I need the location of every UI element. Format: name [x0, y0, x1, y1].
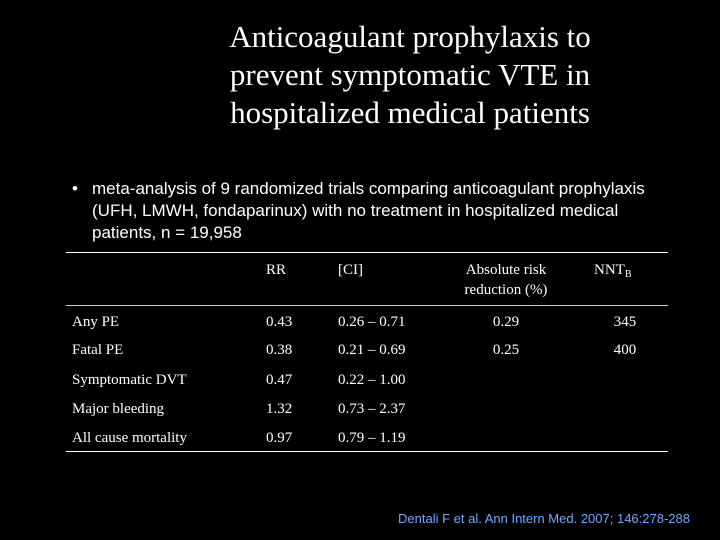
- row-ci: 0.21 – 0.69: [338, 342, 406, 358]
- header-nnt-subscript: B: [624, 269, 632, 280]
- row-rr: 0.47: [266, 372, 293, 388]
- bullet-point: [72, 178, 672, 244]
- row-rr: 0.97: [266, 430, 293, 446]
- row-arr: 0.29: [492, 314, 520, 330]
- row-ci: 0.26 – 0.71: [338, 314, 406, 330]
- header-rr: RR: [266, 262, 287, 278]
- title-line-2: prevent symptomatic VTE in: [229, 57, 591, 92]
- row-ci: 0.73 – 2.37: [338, 401, 406, 417]
- bullet-symbol: •: [72, 179, 78, 198]
- row-arr: 0.25: [492, 342, 520, 358]
- row-rr: 0.43: [266, 314, 293, 330]
- table-top-rule: [66, 252, 668, 253]
- row-rr: 1.32: [266, 401, 293, 417]
- row-ci: 0.22 – 1.00: [338, 372, 406, 388]
- results-table: [66, 252, 668, 452]
- bullet-text: meta-analysis of 9 randomized trials comparing anticoagulant prophylaxis (UFH, LMWH, fondaparinux) with no treatment in hospitalized medical patients, n = 19,958: [92, 179, 645, 242]
- header-absolute-risk-reduction: Absolute risk reduction (%): [464, 262, 548, 298]
- row-nnt: 345: [613, 314, 637, 330]
- row-label: Any PE: [72, 314, 120, 330]
- row-label: Fatal PE: [72, 342, 124, 358]
- table-header-rule: [66, 305, 668, 306]
- row-label: Symptomatic DVT: [72, 372, 187, 388]
- row-label: All cause mortality: [72, 430, 187, 446]
- row-rr: 0.38: [266, 342, 293, 358]
- row-ci: 0.79 – 1.19: [338, 430, 406, 446]
- title-line-1: Anticoagulant prophylaxis to: [229, 19, 591, 54]
- table-bottom-rule: [66, 451, 668, 452]
- citation-link[interactable]: Dentali F et al. Ann Intern Med. 2007; 146:278-288: [398, 511, 690, 526]
- title-line-3: hospitalized medical patients: [230, 95, 590, 130]
- slide-title: [160, 18, 660, 132]
- header-ci: [CI]: [338, 262, 363, 278]
- row-label: Major bleeding: [72, 401, 165, 417]
- header-nnt-label: NNT: [594, 262, 625, 278]
- header-nnt: [594, 260, 632, 285]
- row-nnt: 400: [613, 342, 637, 358]
